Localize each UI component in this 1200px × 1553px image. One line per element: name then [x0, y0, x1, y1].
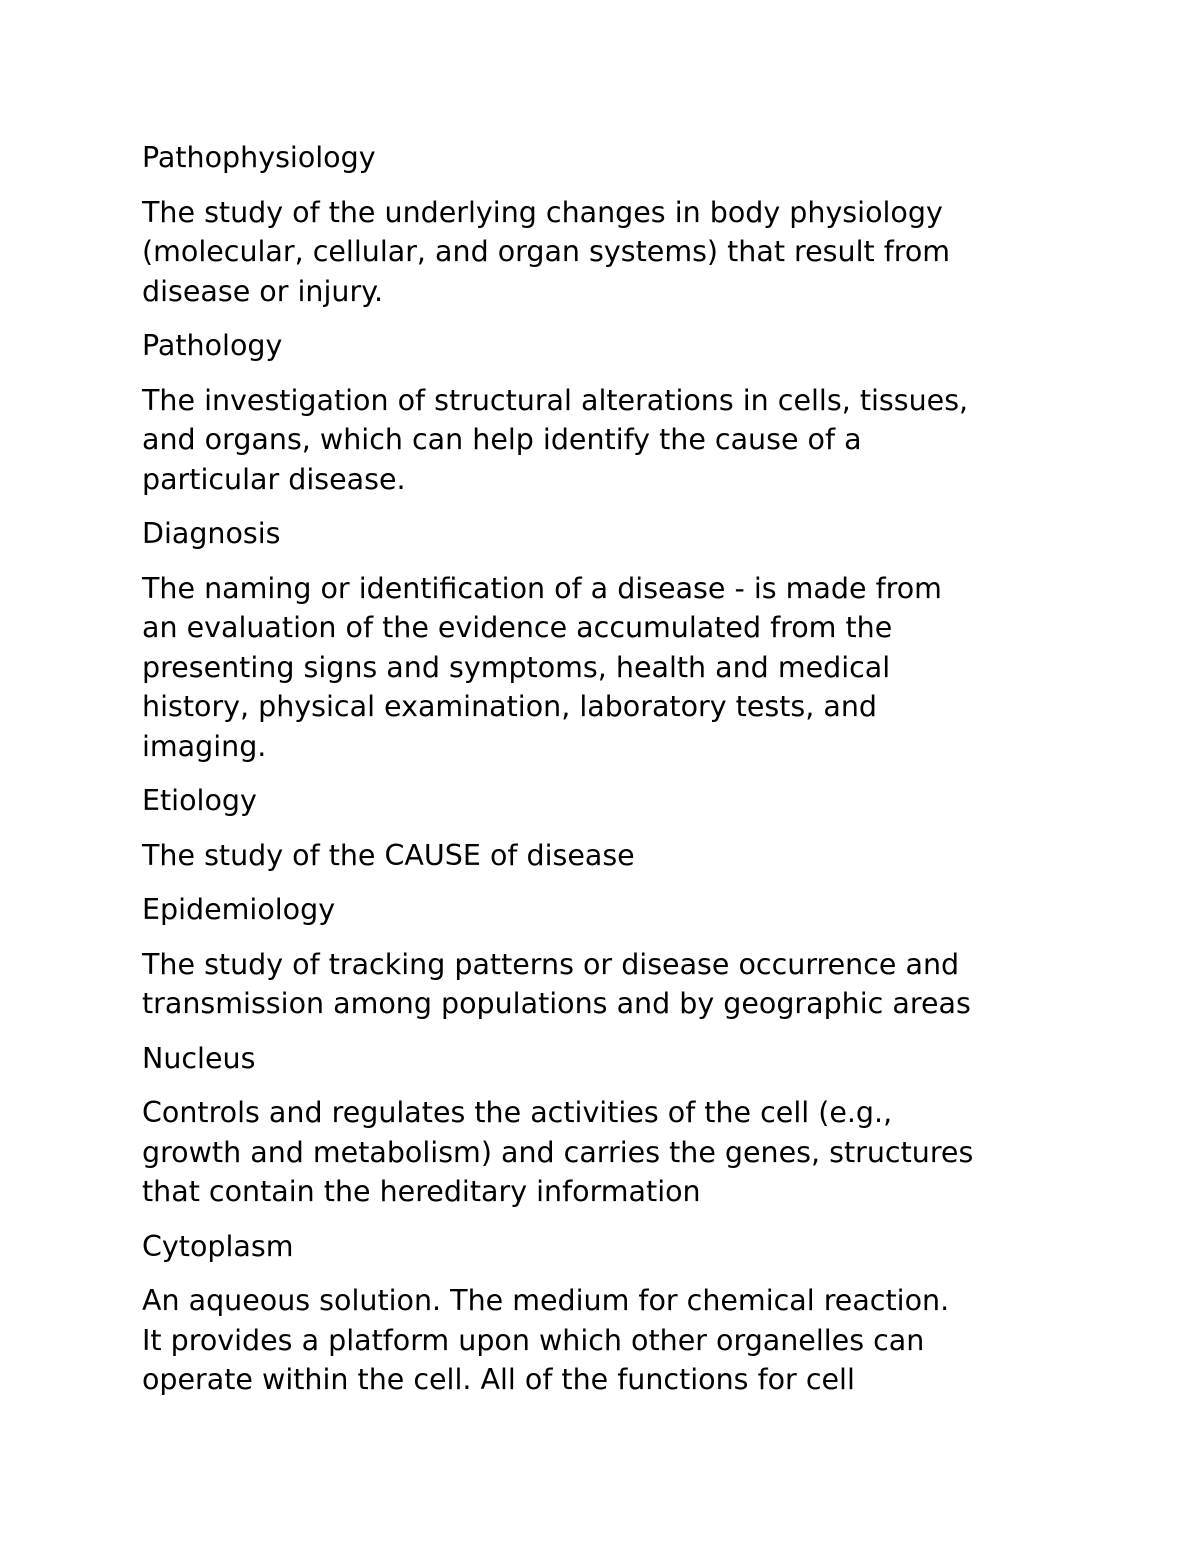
term-pathophysiology: Pathophysiology — [142, 141, 376, 174]
term-diagnosis: Diagnosis — [142, 517, 281, 550]
definition-line: The study of tracking patterns or disease occurrence and — [142, 947, 960, 981]
document-content — [142, 138, 1072, 1415]
definition-line: and organs, which can help identify the cause of a — [142, 423, 862, 456]
term-cytoplasm: Cytoplasm — [142, 1229, 294, 1263]
term-etiology: Etiology — [142, 784, 257, 817]
definition-line: an evaluation of the evidence accumulated from the — [142, 611, 893, 644]
definition-etiology — [142, 836, 1072, 876]
definition-line: particular disease. — [142, 462, 406, 496]
term-pathology: Pathology — [142, 329, 283, 362]
definition-line: presenting signs and symptoms, health and medical — [142, 650, 891, 684]
definition-line: transmission among populations and by geographic areas — [142, 987, 971, 1020]
definition-line: that contain the hereditary information — [142, 1175, 701, 1208]
definition-line: The study of the underlying changes in body physiology — [142, 195, 943, 229]
definition-line: The naming or identification of a disease - is made from — [142, 571, 942, 605]
definition-pathology — [142, 381, 1072, 500]
definition-line: It provides a platform upon which other organelles can — [142, 1323, 925, 1357]
definition-line: history, physical examination, laboratory tests, and — [142, 690, 877, 723]
definition-diagnosis — [142, 569, 1072, 767]
definition-line: (molecular, cellular, and organ systems) that result from — [142, 235, 951, 268]
definition-line: disease or injury. — [142, 274, 384, 308]
definition-nucleus — [142, 1093, 1072, 1212]
definition-line: An aqueous solution. The medium for chemical reaction. — [142, 1284, 950, 1317]
definition-line: Controls and regulates the activities of the cell (e.g., — [142, 1096, 893, 1129]
definition-line: The study of the CAUSE of disease — [142, 838, 635, 872]
definition-line: operate within the cell. All of the functions for cell — [142, 1363, 855, 1396]
definition-line: growth and metabolism) and carries the genes, structures — [142, 1135, 974, 1169]
definition-line: imaging. — [142, 729, 267, 763]
definition-epidemiology — [142, 945, 1072, 1024]
definition-line: The investigation of structural alterations in cells, tissues, — [142, 383, 969, 417]
definition-pathophysiology — [142, 193, 1072, 312]
term-nucleus: Nucleus — [142, 1041, 256, 1075]
term-epidemiology: Epidemiology — [142, 893, 336, 926]
definition-cytoplasm — [142, 1281, 1072, 1400]
